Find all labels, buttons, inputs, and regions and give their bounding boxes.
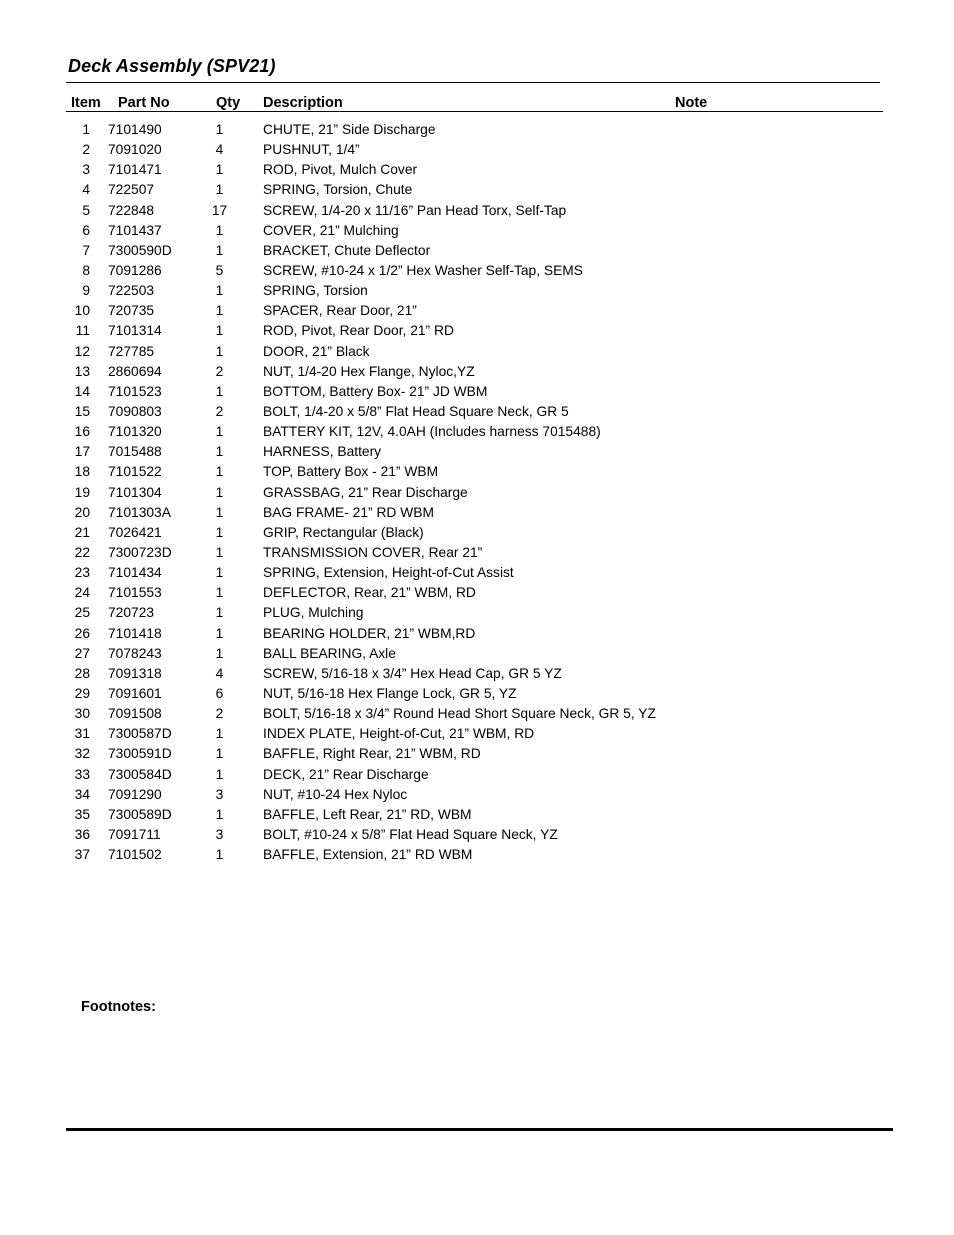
qty-cell: 1: [215, 122, 224, 137]
part-no-cell: 7101553: [108, 585, 162, 601]
item-cell: 31: [74, 726, 90, 742]
table-row: [0, 584, 954, 604]
item-cell: 24: [74, 585, 90, 601]
item-cell: 12: [74, 343, 90, 359]
item-cell: 10: [74, 303, 90, 319]
description-cell: SPRING, Torsion, Chute: [263, 182, 413, 198]
qty-cell: 1: [215, 303, 224, 319]
table-row: [0, 645, 954, 665]
description-cell: DOOR, 21” Black: [263, 343, 370, 359]
item-cell: 17: [74, 444, 90, 460]
table-row: [0, 322, 954, 342]
part-no-cell: 7101523: [108, 383, 162, 399]
description-cell: TOP, Battery Box - 21” WBM: [263, 464, 439, 480]
qty-cell: 1: [215, 746, 224, 762]
table-row: [0, 484, 954, 504]
item-cell: 8: [82, 262, 90, 278]
qty-cell: 1: [215, 625, 224, 641]
description-cell: BOLT, 1/4-20 x 5/8” Flat Head Square Neck, GR 5: [263, 403, 569, 419]
description-cell: DEFLECTOR, Rear, 21” WBM, RD: [263, 585, 476, 601]
part-no-cell: 7300723D: [108, 544, 172, 560]
part-no-cell: 7090803: [108, 403, 162, 419]
qty-cell: 3: [215, 826, 224, 842]
table-row: [0, 725, 954, 745]
part-no-cell: 7101303A: [108, 504, 171, 520]
table-row: [0, 463, 954, 483]
item-cell: 23: [74, 565, 90, 581]
description-cell: SCREW, 5/16-18 x 3/4” Hex Head Cap, GR 5 YZ: [263, 665, 562, 681]
description-cell: BEARING HOLDER, 21” WBM,RD: [263, 625, 476, 641]
table-row: [0, 766, 954, 786]
description-cell: PLUG, Mulching: [263, 605, 364, 621]
table-row: [0, 685, 954, 705]
header-rule: [66, 111, 883, 112]
part-no-cell: 722503: [108, 283, 155, 299]
description-cell: TRANSMISSION COVER, Rear 21”: [263, 544, 483, 560]
table-row: [0, 604, 954, 624]
item-cell: 15: [74, 403, 90, 419]
item-cell: 26: [74, 625, 90, 641]
part-no-cell: 7101490: [108, 122, 162, 137]
qty-cell: 2: [215, 403, 224, 419]
description-cell: SPRING, Torsion: [263, 283, 368, 299]
qty-cell: 1: [215, 645, 224, 661]
qty-cell: 1: [215, 585, 224, 601]
table-row: [0, 121, 954, 141]
item-cell: 35: [74, 806, 90, 822]
description-cell: CHUTE, 21” Side Discharge: [263, 122, 436, 137]
part-no-cell: 7091601: [108, 685, 162, 701]
description-cell: BAFFLE, Right Rear, 21” WBM, RD: [263, 746, 481, 762]
item-cell: 36: [74, 826, 90, 842]
qty-cell: 1: [215, 847, 224, 863]
header-note: Note: [675, 95, 708, 111]
item-cell: 29: [74, 685, 90, 701]
description-cell: HARNESS, Battery: [263, 444, 382, 460]
part-no-cell: 7101304: [108, 484, 162, 500]
qty-cell: 1: [215, 424, 224, 440]
qty-cell: 3: [215, 786, 224, 802]
part-no-cell: 7078243: [108, 645, 162, 661]
part-no-cell: 7091020: [108, 142, 162, 158]
item-cell: 32: [74, 746, 90, 762]
table-row: [0, 383, 954, 403]
table-row: [0, 242, 954, 262]
qty-cell: 6: [215, 685, 224, 701]
item-cell: 22: [74, 544, 90, 560]
qty-cell: 1: [215, 504, 224, 520]
header-qty: Qty: [216, 95, 241, 111]
qty-cell: 1: [215, 766, 224, 782]
description-cell: BATTERY KIT, 12V, 4.0AH (Includes harness 7015488): [263, 424, 601, 440]
item-cell: 37: [74, 847, 90, 863]
part-no-cell: 7300584D: [108, 766, 172, 782]
qty-cell: 1: [215, 162, 224, 178]
item-cell: 3: [82, 162, 90, 178]
footnotes-label: Footnotes:: [81, 999, 156, 1015]
description-cell: COVER, 21” Mulching: [263, 222, 399, 238]
qty-cell: 1: [215, 444, 224, 460]
description-cell: ROD, Pivot, Mulch Cover: [263, 162, 418, 178]
qty-cell: 2: [215, 706, 224, 722]
description-cell: BRACKET, Chute Deflector: [263, 242, 431, 258]
description-cell: GRASSBAG, 21” Rear Discharge: [263, 484, 468, 500]
qty-cell: 4: [215, 142, 224, 158]
qty-cell: 1: [215, 323, 224, 339]
part-no-cell: 7091508: [108, 706, 162, 722]
part-no-cell: 7300587D: [108, 726, 172, 742]
item-cell: 6: [82, 222, 90, 238]
item-cell: 18: [74, 464, 90, 480]
qty-cell: 1: [215, 484, 224, 500]
description-cell: ROD, Pivot, Rear Door, 21” RD: [263, 323, 454, 339]
part-no-cell: 722848: [108, 202, 155, 218]
description-cell: SCREW, #10-24 x 1/2” Hex Washer Self-Tap, SEMS: [263, 262, 583, 278]
qty-cell: 1: [215, 565, 224, 581]
item-cell: 16: [74, 424, 90, 440]
part-no-cell: 7091286: [108, 262, 162, 278]
table-row: [0, 282, 954, 302]
item-cell: 4: [82, 182, 90, 198]
table-row: [0, 443, 954, 463]
qty-cell: 1: [215, 726, 224, 742]
header-part-no: Part No: [118, 95, 170, 111]
description-cell: NUT, 5/16-18 Hex Flange Lock, GR 5, YZ: [263, 685, 517, 701]
qty-cell: 1: [215, 464, 224, 480]
part-no-cell: 7101437: [108, 222, 162, 238]
table-row: [0, 564, 954, 584]
item-cell: 19: [74, 484, 90, 500]
part-no-cell: 7091711: [108, 826, 161, 842]
part-no-cell: 7101314: [108, 323, 162, 339]
description-cell: SPACER, Rear Door, 21”: [263, 303, 417, 319]
description-cell: BAFFLE, Extension, 21” RD WBM: [263, 847, 473, 863]
part-no-cell: 7101434: [108, 565, 162, 581]
table-row: [0, 202, 954, 222]
item-cell: 27: [74, 645, 90, 661]
qty-cell: 5: [215, 262, 224, 278]
description-cell: SPRING, Extension, Height-of-Cut Assist: [263, 565, 514, 581]
description-cell: INDEX PLATE, Height-of-Cut, 21” WBM, RD: [263, 726, 535, 742]
item-cell: 34: [74, 786, 90, 802]
table-row: [0, 262, 954, 282]
table-row: [0, 504, 954, 524]
table-row: [0, 302, 954, 322]
item-cell: 33: [74, 766, 90, 782]
table-row: [0, 846, 954, 866]
title-rule: [66, 82, 880, 83]
qty-cell: 1: [215, 222, 224, 238]
part-no-cell: 7091318: [108, 665, 162, 681]
item-cell: 30: [74, 706, 90, 722]
qty-cell: 4: [215, 665, 224, 681]
description-cell: PUSHNUT, 1/4”: [263, 142, 360, 158]
description-cell: BOLT, #10-24 x 5/8” Flat Head Square Neck, YZ: [263, 826, 558, 842]
parts-table-body: [0, 121, 954, 866]
table-row: [0, 363, 954, 383]
page-title: Deck Assembly (SPV21): [68, 56, 276, 76]
bottom-rule: [66, 1128, 893, 1131]
part-no-cell: 7015488: [108, 444, 162, 460]
part-no-cell: 7300589D: [108, 806, 172, 822]
table-row: [0, 161, 954, 181]
table-row: [0, 705, 954, 725]
table-row: [0, 343, 954, 363]
item-cell: 7: [82, 242, 90, 258]
qty-cell: 1: [215, 605, 224, 621]
table-row: [0, 544, 954, 564]
description-cell: NUT, 1/4-20 Hex Flange, Nyloc,YZ: [263, 363, 475, 379]
table-row: [0, 524, 954, 544]
part-no-cell: 722507: [108, 182, 155, 198]
table-row: [0, 625, 954, 645]
table-row: [0, 826, 954, 846]
header-description: Description: [263, 95, 343, 111]
part-no-cell: 7026421: [108, 524, 162, 540]
header-item: Item: [71, 95, 101, 111]
table-row: [0, 222, 954, 242]
item-cell: 28: [74, 665, 90, 681]
qty-cell: 1: [215, 242, 224, 258]
table-row: [0, 181, 954, 201]
part-no-cell: 7300591D: [108, 746, 172, 762]
item-cell: 21: [74, 524, 90, 540]
description-cell: DECK, 21” Rear Discharge: [263, 766, 429, 782]
description-cell: BALL BEARING, Axle: [263, 645, 396, 661]
item-cell: 14: [74, 383, 90, 399]
qty-cell: 2: [215, 363, 224, 379]
item-cell: 13: [74, 363, 90, 379]
part-no-cell: 720735: [108, 303, 155, 319]
description-cell: GRIP, Rectangular (Black): [263, 524, 424, 540]
part-no-cell: 720723: [108, 605, 155, 621]
qty-cell: 1: [215, 182, 224, 198]
qty-cell: 17: [211, 202, 228, 218]
description-cell: BOTTOM, Battery Box- 21” JD WBM: [263, 383, 488, 399]
part-no-cell: 7101418: [108, 625, 162, 641]
qty-cell: 1: [215, 524, 224, 540]
table-row: [0, 665, 954, 685]
qty-cell: 1: [215, 806, 224, 822]
description-cell: BAFFLE, Left Rear, 21” RD, WBM: [263, 806, 472, 822]
description-cell: SCREW, 1/4-20 x 11/16” Pan Head Torx, Self-Tap: [263, 202, 567, 218]
qty-cell: 1: [215, 383, 224, 399]
table-row: [0, 745, 954, 765]
part-no-cell: 7101522: [108, 464, 162, 480]
part-no-cell: 7091290: [108, 786, 162, 802]
qty-cell: 1: [215, 283, 224, 299]
part-no-cell: 7101320: [108, 424, 162, 440]
part-no-cell: 2860694: [108, 363, 162, 379]
item-cell: 1: [82, 122, 90, 137]
table-row: [0, 786, 954, 806]
description-cell: NUT, #10-24 Hex Nyloc: [263, 786, 408, 802]
table-row: [0, 141, 954, 161]
part-no-cell: 7101471: [108, 162, 162, 178]
table-row: [0, 423, 954, 443]
item-cell: 20: [74, 504, 90, 520]
qty-cell: 1: [215, 343, 224, 359]
item-cell: 2: [82, 142, 90, 158]
item-cell: 25: [74, 605, 90, 621]
item-cell: 5: [82, 202, 90, 218]
description-cell: BOLT, 5/16-18 x 3/4” Round Head Short Square Neck, GR 5, YZ: [263, 706, 656, 722]
item-cell: 9: [82, 283, 90, 299]
part-no-cell: 727785: [108, 343, 155, 359]
part-no-cell: 7101502: [108, 847, 162, 863]
item-cell: 11: [75, 323, 90, 339]
table-row: [0, 403, 954, 423]
description-cell: BAG FRAME- 21” RD WBM: [263, 504, 434, 520]
qty-cell: 1: [215, 544, 224, 560]
table-row: [0, 806, 954, 826]
part-no-cell: 7300590D: [108, 242, 172, 258]
